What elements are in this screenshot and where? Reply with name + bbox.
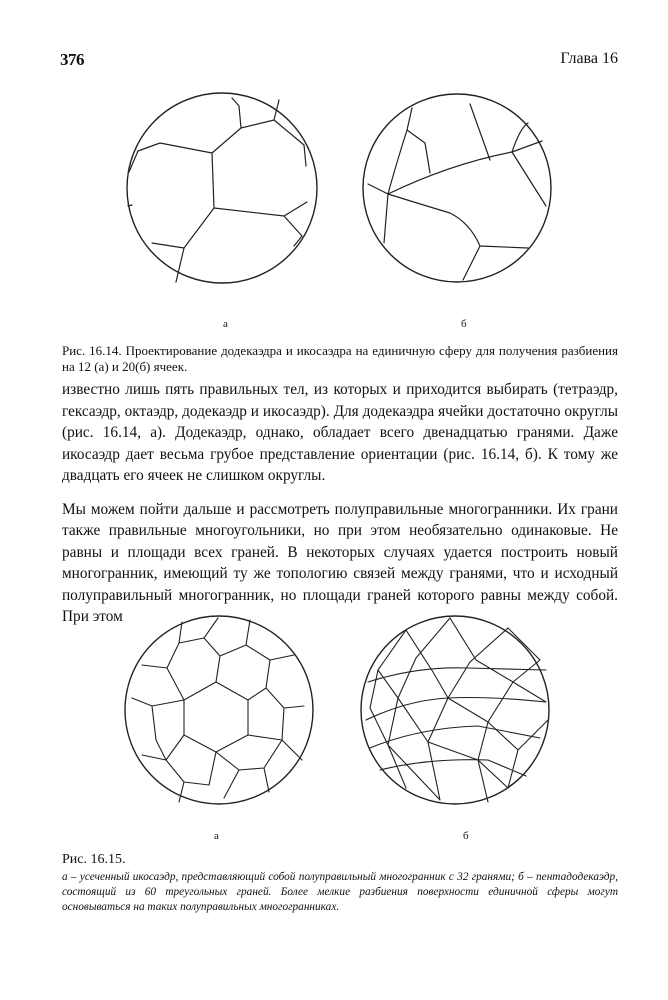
figure-16-15-caption-title: Рис. 16.15.	[62, 852, 126, 867]
figure-16-15-a-truncated-icosahedron	[124, 610, 324, 810]
sphere-face-edges	[366, 618, 548, 802]
paragraph: известно лишь пять правильных тел, из которых и приходится выбирать (тетраэдр, гексаэдр, октаэдр, додекаэдр и икосаэдр). Для додекаэдра ячейки достаточно округлы (рис. 16.14, а). Додекаэдр, однако, обладает всего двенадцатью гранями. Даже икосаэдр дает весьма грубое представление ориентации (рис. 16.14, б). К тому же двадцать его ячеек не слишком округлы.	[62, 381, 618, 484]
figure-16-14-label-a: а	[223, 318, 228, 330]
sphere-face-edges	[132, 618, 304, 802]
running-header-chapter: Глава 16	[560, 50, 618, 67]
figure-16-14-label-b: б	[461, 318, 467, 330]
figure-16-14-caption: Рис. 16.14. Проектирование додекаэдра и икосаэдра на единичную сферу для получения разбиения на 12 (а) и 20(б) ячеек.	[62, 343, 618, 374]
sphere-outline	[125, 616, 313, 804]
figure-16-15-b-pentakis-dodecahedron	[358, 610, 558, 810]
sphere-outline	[127, 93, 317, 283]
figure-16-14-b-icosahedron-sphere	[360, 88, 560, 288]
figure-16-15-label-b: б	[463, 830, 469, 842]
sphere-outline	[363, 94, 551, 282]
figure-16-14-a-dodecahedron-sphere	[124, 88, 324, 288]
paragraph: Мы можем пойти дальше и рассмотреть полуправильные многогранники. Их грани также правильные многоугольники, но при этом необязательно одинаковые. Не равны и площади всех граней. В некоторых случаях удается построить новый многогранник, имеющий ту же топологию связей между гранями, что и исходный полуправильный многогранник, но площади граней которого равны между собой. При этом	[62, 500, 618, 625]
body-text	[62, 379, 618, 628]
page-number: 376	[60, 50, 84, 69]
figure-16-15-caption: а – усеченный икосаэдр, представляющий собой полуправильный многогранник с 32 гранями; б – пентадодекаэдр, состоящий из 60 треугольных граней. Более мелкие разбиения поверхности единичной сферы могут основываться на таких полуправильных многогранниках.	[62, 871, 618, 913]
sphere-face-edges	[368, 104, 546, 280]
figure-16-15-label-a: а	[214, 830, 219, 842]
